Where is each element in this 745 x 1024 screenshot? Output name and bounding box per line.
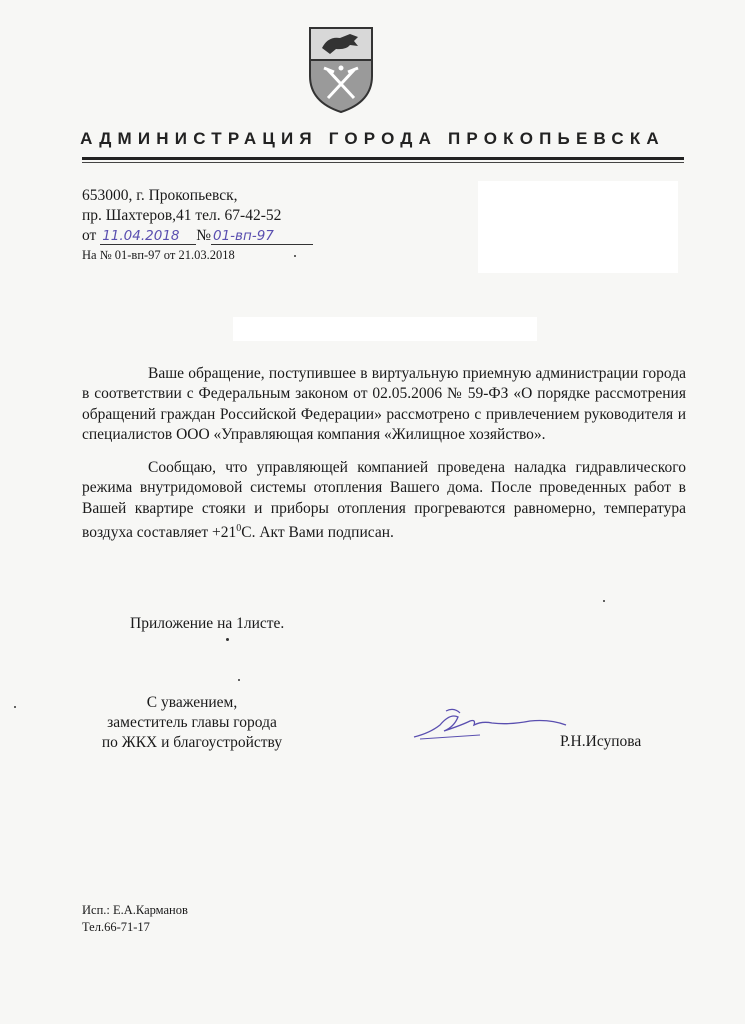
scan-speck [294,255,296,257]
executor-phone: Тел.66-71-17 [82,920,150,934]
redacted-salutation [233,317,537,341]
handwritten-number: 01-вп-97 [211,228,313,245]
handwritten-date: 11.04.2018 [100,228,196,245]
paragraph-1-text: Ваше обращение, поступившее в виртуальную приемную администрации города в соответствии с Федеральным законом от 02.05.2006 № 59-ФЗ «О порядке рассмотрения обращений граждан Российской Федерации» рассмотрено с привлечением руководителя и специалистов ООО «Управляющая компания «Жилищное хозяйство». [82,365,686,444]
appendix-note: Приложение на 1листе. [130,615,285,632]
header-rule-thin [82,162,684,163]
address-line-1: 653000, г. Прокопьевск, [82,187,238,204]
degree-superscript: 0 [236,523,242,535]
date-prefix: от [82,227,97,244]
organization-name: АДМИНИСТРАЦИЯ ГОРОДА ПРОКОПЬЕВСКА [80,129,665,148]
address-line-2: пр. Шахтеров,41 тел. 67-42-52 [82,207,282,224]
city-coat-of-arms-icon [306,24,376,114]
scan-speck [603,600,605,602]
header-rule [82,157,684,160]
paragraph-2-part-b: С. Акт Вами подписан. [241,524,394,542]
signature-block [82,693,302,753]
executor-name: Исп.: Е.А.Карманов [82,903,188,917]
reference-line: На № 01-вп-97 от 21.03.2018 [82,248,235,262]
number-prefix: № [196,227,211,244]
scan-speck [14,706,16,708]
executor-block [82,902,188,936]
scan-speck [238,679,240,681]
handwritten-signature [410,703,570,743]
redacted-recipient-block [478,181,678,273]
signer-name: Р.Н.Исупова [560,733,642,750]
position-line-1: заместитель главы города [107,714,277,731]
scan-speck [226,638,229,641]
position-line-2: по ЖКХ и благоустройству [101,734,283,751]
paragraph-2-text [82,458,686,544]
body-paragraph-2 [82,458,686,544]
outgoing-date-line [82,226,313,246]
body-paragraph-1 [82,364,686,446]
paragraph-2-part-a: Сообщаю, что управляющей компанией проведена наладка гидравлического режима внутридомовой системы отопления Вашего дома. После проведенных работ в Вашей квартире стояки и приборы отопления прогреваются равномерно, температура воздуха составляет +21 [82,459,686,542]
closing: С уважением, [146,694,238,711]
